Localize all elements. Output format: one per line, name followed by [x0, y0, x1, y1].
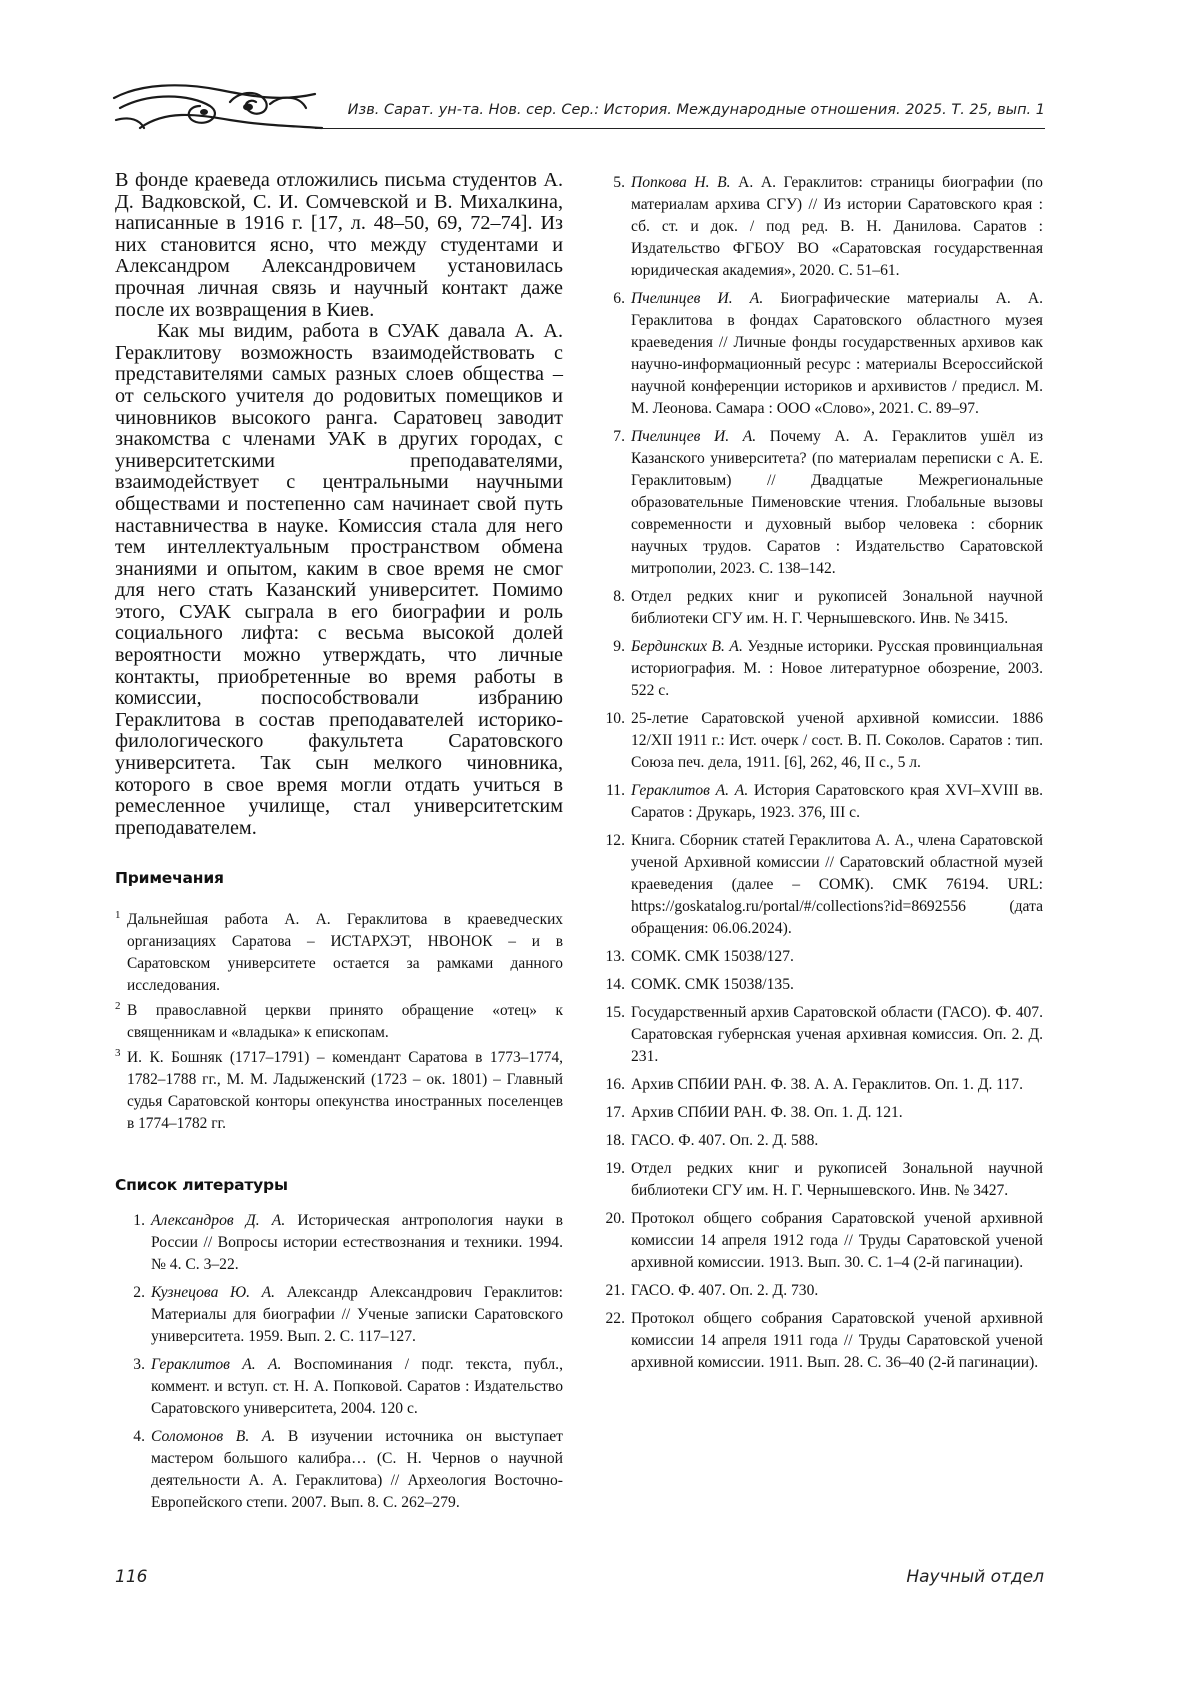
- art-nouveau-ornament-icon: [110, 80, 330, 138]
- page-number: 116: [115, 1567, 148, 1587]
- note-text: В православной церкви принято обращение «отец» к священникам и «владыка» к епископам.: [127, 1002, 563, 1042]
- reference-item: [603, 1280, 1043, 1302]
- reference-author: Соломонов В. А.: [151, 1428, 276, 1446]
- reference-number: 17.: [605, 1104, 625, 1121]
- note-mark: 3: [115, 1047, 121, 1060]
- reference-number: 10.: [605, 710, 625, 727]
- reference-number: 7.: [613, 428, 625, 445]
- reference-item: [603, 830, 1043, 940]
- reference-text: Почему А. А. Гераклитов ушёл из Казанского университета? (по материалам переписки с А. Е. Гераклитовым) // Двадцатые Межрегиональные образовательные Пименовские чтения. Глобальные вызовы современности и духовный выбор человека : сборник научных трудов. Саратов : Издательство Саратовской митрополии, 2023. С. 138–142.: [631, 428, 1043, 577]
- header-rule: [315, 128, 1045, 129]
- reference-author: Бердинских В. А.: [631, 638, 743, 655]
- reference-number: 3.: [133, 1356, 145, 1374]
- reference-item: [603, 172, 1043, 282]
- reference-text: ГАСО. Ф. 407. Оп. 2. Д. 588.: [631, 1132, 819, 1149]
- left-column: [115, 170, 563, 1520]
- reference-text: 25-летие Саратовской ученой архивной комиссии. 1886 12/XII 1911 г.: Ист. очерк / сост. В. П. Соколов. Саратов : тип. Союза печ. дела, 1911. [6], 262, 46, II с., 5 л.: [631, 710, 1043, 771]
- reference-author: Гераклитов А. А.: [631, 782, 749, 799]
- reference-item: [603, 946, 1043, 968]
- reference-number: 21.: [605, 1282, 625, 1299]
- reference-item: [603, 974, 1043, 996]
- references-list-left: [115, 1210, 563, 1514]
- reference-number: 19.: [605, 1160, 625, 1177]
- reference-text: Воспоминания / подг. текста, публ., коммент. и вступ. ст. Н. А. Попковой. Саратов : Издательство Саратовского университета, 2004. 120 с.: [151, 1356, 563, 1418]
- reference-author: Александров Д. А.: [151, 1212, 286, 1230]
- reference-number: 5.: [613, 174, 625, 191]
- reference-text: СОМК. СМК 15038/127.: [631, 948, 794, 965]
- reference-number: 13.: [605, 948, 625, 965]
- note-text: И. К. Бошняк (1717–1791) – комендант Саратова в 1773–1774, 1782–1788 гг., М. М. Ладыженский (1723 – ок. 1801) – Главный судья Саратовской конторы опекунства иностранных поселенцев в 1774–1782 гг.: [127, 1049, 563, 1133]
- reference-text: Историческая антропология науки в России // Вопросы истории естествознания и техники. 1994. № 4. С. 3–22.: [151, 1212, 563, 1274]
- reference-number: 18.: [605, 1132, 625, 1149]
- reference-text: Протокол общего собрания Саратовской ученой архивной комиссии 14 апреля 1912 года // Труды Саратовской ученой архивной комиссии. 1913. Вып. 30. С. 1–4 (2-й пагинации).: [631, 1210, 1043, 1271]
- reference-text: Протокол общего собрания Саратовской ученой архивной комиссии 14 апреля 1911 года // Труды Саратовской ученой архивной комиссии. 1911. Вып. 28. С. 36–40 (2-й пагинации).: [631, 1310, 1043, 1371]
- reference-item: [603, 708, 1043, 774]
- reference-number: 1.: [133, 1212, 145, 1230]
- reference-text: Отдел редких книг и рукописей Зональной научной библиотеки СГУ им. Н. Г. Чернышевского. Инв. № 3427.: [631, 1160, 1043, 1199]
- reference-item: [603, 1074, 1043, 1096]
- reference-text: Отдел редких книг и рукописей Зональной научной библиотеки СГУ им. Н. Г. Чернышевского. Инв. № 3415.: [631, 588, 1043, 627]
- reference-number: 20.: [605, 1210, 625, 1227]
- reference-author: Пчелинцев И. А.: [631, 428, 757, 445]
- reference-item: [603, 636, 1043, 702]
- reference-number: 11.: [606, 782, 625, 799]
- notes-list: [115, 909, 563, 1135]
- note-text: Дальнейшая работа А. А. Гераклитова в краеведческих организациях Саратова – ИСТАРХЭТ, НВОНОК – и в Саратовском университете остается за рамками данного исследования.: [127, 911, 563, 995]
- reference-item: [603, 1158, 1043, 1202]
- reference-item: [603, 586, 1043, 630]
- reference-text: СОМК. СМК 15038/135.: [631, 976, 794, 993]
- references-title: Список литературы: [115, 1176, 288, 1195]
- reference-text: Государственный архив Саратовской области (ГАСО). Ф. 407. Саратовская губернская ученая архивная комиссия. Оп. 2. Д. 231.: [631, 1004, 1043, 1065]
- notes-title: Примечания: [115, 869, 224, 888]
- reference-text: Биографические материалы А. А. Гераклитова в фондах Саратовского областного музея краеведения // Личные фонды государственных архивов как научно-информационный ресурс : материалы Всероссийской научной конференции историков и архивистов / предисл. М. М. Леонова. Самара : ООО «Слово», 2021. С. 89–97.: [631, 290, 1043, 417]
- reference-item: [603, 1308, 1043, 1374]
- reference-number: 9.: [613, 638, 625, 655]
- reference-item: [115, 1354, 563, 1420]
- reference-number: 12.: [605, 832, 625, 849]
- reference-item: [603, 1002, 1043, 1068]
- reference-number: 2.: [133, 1284, 145, 1302]
- reference-item: [603, 288, 1043, 420]
- reference-number: 15.: [605, 1004, 625, 1021]
- note-item: [115, 909, 563, 997]
- reference-item: [603, 780, 1043, 824]
- note-mark: 1: [115, 909, 121, 922]
- reference-number: 8.: [613, 588, 625, 605]
- body-paragraph-1: В фонде краеведа отложились письма студентов А. Д. Вадковской, С. И. Сомчевской и В. Михалкина, написанные в 1916 г. [17, л. 48–50, 69, 72–74]. Из них становится ясно, что между студентами и Александром Александровичем установилась прочная личная связь и научный контакт даже после их возвращения в Киев.: [115, 169, 563, 321]
- reference-author: Кузнецова Ю. А.: [151, 1284, 276, 1302]
- reference-item: [603, 1130, 1043, 1152]
- reference-text: Уездные историки. Русская провинциальная историография. М. : Новое литературное обозрение, 2003. 522 с.: [631, 638, 1043, 699]
- reference-item: [115, 1426, 563, 1514]
- reference-text: Архив СПбИИ РАН. Ф. 38. Оп. 1. Д. 121.: [631, 1104, 903, 1121]
- section-name: Научный отдел: [906, 1567, 1044, 1587]
- reference-text: А. А. Гераклитов: страницы биографии (по материалам архива СГУ) // Из истории Саратовского края : сб. ст. и док. / под ред. В. Н. Данилова. Саратов : Издательство ФГБОУ ВО «Саратовская государственная юридическая академия», 2020. С. 51–61.: [631, 174, 1043, 279]
- right-column: [603, 172, 1043, 1380]
- running-title: Изв. Сарат. ун-та. Нов. сер. Сер.: История. Международные отношения. 2025. Т. 25, вып. 1: [347, 102, 1045, 118]
- reference-number: 16.: [605, 1076, 625, 1093]
- reference-author: Попкова Н. В.: [631, 174, 731, 191]
- references-list-right: [603, 172, 1043, 1374]
- reference-number: 4.: [133, 1428, 145, 1446]
- body-paragraph-2: Как мы видим, работа в СУАК давала А. А. Гераклитову возможность взаимодействовать с представителями самых разных слоев общества – от сельского учителя до родовитых помещиков и чиновников высокого ранга. Саратовец заводит знакомства с членами УАК в других городах, с университетскими преподавателями, взаимодействует с центральными научными обществами и постепенно сам начинает свой путь наставничества в науке. Комиссия стала для него тем интеллектуальным пространством обмена знаниями и опытом, каким в свое время не смог для него стать Казанский университет. Помимо этого, СУАК сыграла в его биографии и роль социального лифта: с весьма высокой долей вероятности можно утверждать, что личные контакты, приобретенные во время работы в комиссии, поспособствовали избранию Гераклитова в состав преподавателей историко-филологического факультета Саратовского университета. Так сын мелкого чиновника, которого в свое время могли отдать учиться в ремесленное училище, стал университетским преподавателем.: [115, 320, 563, 839]
- reference-text: ГАСО. Ф. 407. Оп. 2. Д. 730.: [631, 1282, 819, 1299]
- reference-number: 22.: [605, 1310, 625, 1327]
- note-mark: 2: [115, 1000, 121, 1013]
- reference-item: [115, 1210, 563, 1276]
- reference-item: [603, 1208, 1043, 1274]
- reference-text: В изучении источника он выступает мастером большого калибра… (С. Н. Чернов о научной деятельности А. А. Гераклитова) // Археология Восточно-Европейского степи. 2007. Вып. 8. С. 262–279.: [151, 1428, 563, 1512]
- reference-text: История Саратовского края XVI–XVIII вв. Саратов : Друкарь, 1923. 376, III с.: [631, 782, 1043, 821]
- reference-text: Александр Александрович Гераклитов: Материалы для биографии // Ученые записки Саратовского университета. 1959. Вып. 2. С. 117–127.: [151, 1284, 563, 1346]
- note-item: [115, 1047, 563, 1135]
- note-item: [115, 1000, 563, 1044]
- reference-item: [603, 426, 1043, 580]
- reference-item: [115, 1282, 563, 1348]
- reference-text: Книга. Сборник статей Гераклитова А. А., члена Саратовской ученой Архивной комиссии // Саратовский областной музей краеведения (далее – СОМК). СМК 76194. URL: https://goskatalog.ru/portal/#/collections?id=8692556 (дата обращения: 06.06.2024).: [631, 832, 1043, 937]
- reference-number: 14.: [605, 976, 625, 993]
- reference-author: Гераклитов А. А.: [151, 1356, 282, 1374]
- reference-text: Архив СПбИИ РАН. Ф. 38. А. А. Гераклитов. Оп. 1. Д. 117.: [631, 1076, 1023, 1093]
- reference-item: [603, 1102, 1043, 1124]
- reference-number: 6.: [613, 290, 625, 307]
- reference-author: Пчелинцев И. А.: [631, 290, 764, 307]
- page-header: [110, 80, 1045, 140]
